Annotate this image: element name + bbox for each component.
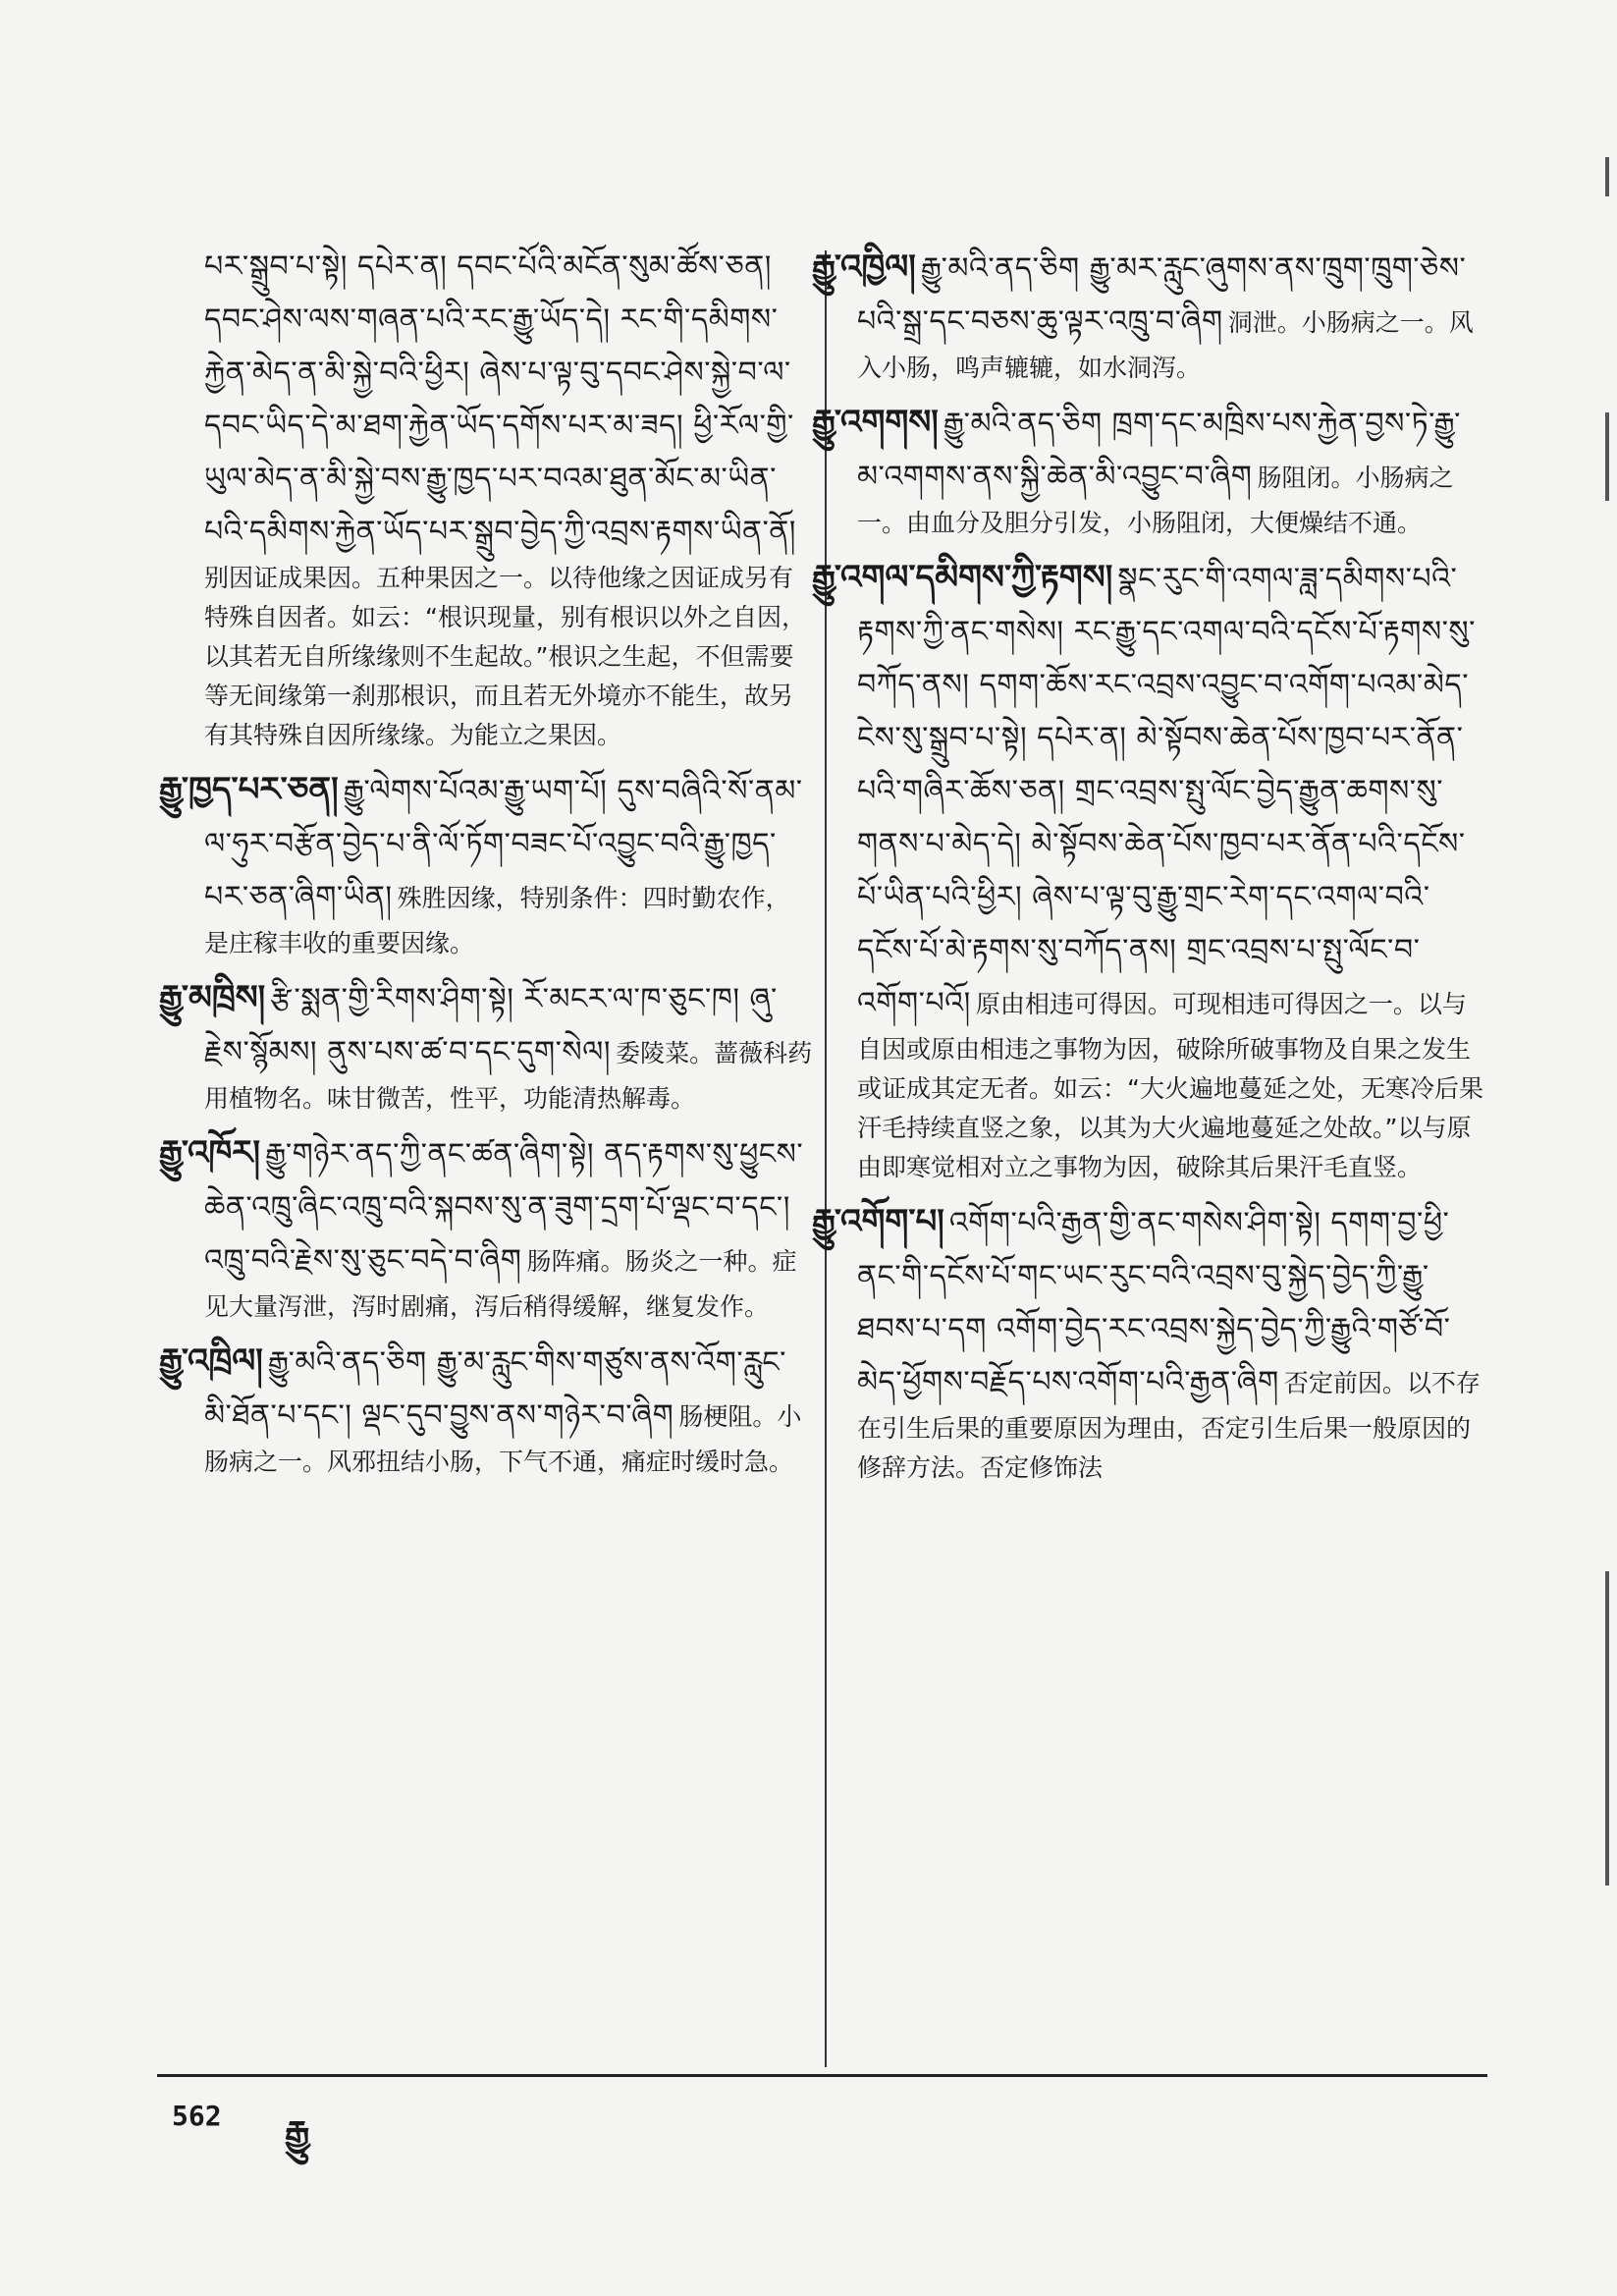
dictionary-entry: [204, 241, 813, 755]
entry-tibetan-definition: རྒྱུ་མའི་ནད་ཅིག རྒྱུ་མ་རླུང་གིས་གཙུས་ནས་འོག་རླུང་མི་ཐོན་པ་དང་། ལྡང་དུབ་བྱུས་ནས་གཉེར་བ་ཞིག: [204, 1345, 786, 1433]
entry-headword: རྒྱུ་འཁྲིལ།: [159, 1341, 263, 1381]
entry-tibetan-definition: རྒྱུ་ལེགས་པོའམ་རྒྱུ་ཡག་པོ། དུས་བཞིའི་སོ་ནམ་ལ་ཧུར་བརྩོན་བྱེད་པ་ནི་ལོ་ཏོག་བཟང་པོ་འབྱུང་བའི་རྒྱུ་ཁྱད་པར་ཅན་ཞིག་ཡིན།: [204, 774, 803, 914]
entry-headword: རྒྱུ་འགགས།: [812, 403, 939, 442]
dictionary-entry: [812, 396, 1485, 543]
entry-headword: རྒྱུ་འགོག་པ།: [812, 1202, 944, 1241]
left-column: [159, 241, 813, 1490]
dictionary-entry: [812, 551, 1485, 1187]
entry-tibetan-definition: སྣང་རུང་གི་འགལ་ཟླ་དམིགས་པའི་རྟགས་ཀྱི་ནང་གསེས། རང་རྒྱུ་དང་འགལ་བའི་དངོས་པོ་རྟགས་སུ་བཀོད་ནས། དགག་ཆོས་རང་འབྲས་འབྱུང་བ་འགོག་པའམ་མེད་ངེས་སུ་སྒྲུབ་པ་སྟེ། དཔེར་ན། མེ་སྟོབས་ཆེན་པོས་ཁྱབ་པར་ནོན་པའི་གཞིར་ཆོས་ཅན། གྲང་འབྲས་སྤུ་ལོང་བྱེད་རྒྱུན་ཆགས་སུ་གནས་པ་མེད་དེ། མེ་སྟོབས་ཆེན་པོས་ཁྱབ་པར་ནོན་པའི་དངོས་པོ་ཡིན་པའི་ཕྱིར། ཞེས་པ་ལྟ་བུ་རྒྱུ་གྲང་རེག་དང་འགལ་བའི་དངོས་པོ་མེ་རྟགས་སུ་བཀོད་ནས། གྲང་འབྲས་པ་སྤུ་ལོང་བ་འགོག་པའོ།: [857, 562, 1476, 1020]
running-head-letter: རྒྱུ: [285, 2113, 310, 2155]
entry-headword: རྒྱུ་འཁོར།: [159, 1133, 260, 1173]
entry-chinese-definition: 原由相违可得因。可现相违可得因之一。以与自因或原由相违之事物为因，破除所破事物及自果之发生或证成其定无者。如云：“大火遍地蔓延之处，无寒冷后果汗毛持续直竖之象，以其为大火遍地蔓延之处故。”以与原由即寒觉相对立之事物为因，破除其后果汗毛直竖。: [857, 990, 1483, 1181]
dictionary-entry: [159, 1335, 813, 1482]
entry-headword: རྒྱུ་ཁྱད་པར་ཅན།: [159, 770, 339, 809]
entry-chinese-definition: 洞泄。小肠病之一。风入小肠，鸣声辘辘，如水洞泻。: [857, 308, 1474, 382]
entry-chinese-definition: 委陵菜。蔷薇科药用植物名。味甘微苦，性平，功能清热解毒。: [204, 1039, 813, 1113]
entry-headword: རྒྱུ་མཁྲིས།: [159, 978, 266, 1017]
entry-tibetan-definition: འགོག་པའི་རྒྱན་གྱི་ནང་གསེས་ཤིག་སྟེ། དགག་བྱ་ཕྱི་ནང་གི་དངོས་པོ་གང་ཡང་རུང་བའི་འབྲས་བུ་སྐྱེད་བྱེད་ཀྱི་རྒྱུ་ཐབས་པ་དག འགོག་བྱེད་རང་འབྲས་སྐྱེད་བྱེད་ཀྱི་རྒྱུའི་གཙོ་བོ་མེད་ཕྱོགས་བརྗོད་པས་འགོག་པའི་རྒྱན་ཞིག: [857, 1206, 1451, 1399]
dictionary-entry: [159, 971, 813, 1119]
entry-headword: རྒྱུ་འཁྱིལ།: [812, 247, 916, 287]
entry-chinese-definition: 别因证成果因。五种果因之一。以待他缘之因证成另有特殊自因者。如云：“根识现量，别有根识以外之自因，以其若无自所缘缘则不生起故。”根识之生起，不但需要等无间缘第一刹那根识，而且若无外境亦不能生，故另有其特殊自因所缘缘。为能立之果因。: [204, 564, 806, 749]
entry-chinese-definition: 否定前因。以不存在引生后果的重要原因为理由，否定引生后果一般原因的修辞方法。否定修饰法: [857, 1369, 1481, 1482]
page-number: 562: [172, 2100, 222, 2132]
entry-tibetan-definition: རྩི་སྨན་གྱི་རིགས་ཤིག་སྟེ། རོ་མངར་ལ་ཁ་ཅུང་ཁ། ཞུ་རྗེས་སྙོམས། ནུས་པས་ཚ་བ་དང་དུག་སེལ།: [204, 982, 778, 1069]
entry-tibetan-definition: རྒྱུ་མའི་ནད་ཅིག རྒྱུ་མར་རླུང་ཞུགས་ནས་ཁྲུག་ཁྲུག་ཅེས་པའི་སྒྲ་དང་བཅས་ཆུ་ལྟར་འཁྲུ་བ་ཞིག: [857, 251, 1467, 339]
entry-chinese-definition: 肠阻闭。小肠病之一。由血分及胆分引发，小肠阻闭，大便燥结不通。: [857, 464, 1454, 537]
entry-headword: རྒྱུ་འགལ་དམིགས་ཀྱི་རྟགས།: [812, 558, 1113, 597]
right-column: [812, 241, 1485, 1496]
entry-tibetan-definition: རྒྱུ་མའི་ནད་ཅིག ཁྲག་དང་མཁྲིས་པས་རྐྱེན་བྱས་ཏེ་རྒྱུ་མ་འགགས་ནས་སྐྱི་ཆེན་མི་འབྱུང་བ་ཞིག: [857, 407, 1461, 494]
entry-chinese-definition: 肠梗阻。小肠病之一。风邪扭结小肠，下气不通，痛症时缓时急。: [204, 1402, 802, 1476]
column-divider: [825, 250, 827, 2067]
entry-tibetan-definition: པར་སྒྲུབ་པ་སྟེ། དཔེར་ན། དབང་པོའི་མངོན་སུམ་ཚོས་ཅན། དབང་ཤེས་ལས་གཞན་པའི་རང་རྒྱུ་ཡོད་དེ། རང་གི་དམིགས་རྐྱེན་མེད་ན་མི་སྐྱེ་བའི་ཕྱིར། ཞེས་པ་ལྟ་བུ་དབང་ཤེས་སྐྱེ་བ་ལ་དབང་ཡིད་དེ་མ་ཐག་རྐྱེན་ཡོད་དགོས་པར་མ་ཟད། ཕྱི་རོལ་གྱི་ཡུལ་མེད་ན་མི་སྐྱེ་བས་རྒྱུ་ཁྱད་པར་བའམ་ཐུན་མོང་མ་ཡིན་པའི་དམིགས་རྐྱེན་ཡོད་པར་སྒྲུབ་བྱེད་ཀྱི་འབྲས་རྟགས་ཡིན་ནོ།: [204, 249, 796, 549]
dictionary-entry: [812, 241, 1485, 388]
footer-rule: [157, 2074, 1487, 2077]
dictionary-entry: [159, 763, 813, 963]
entry-chinese-definition: 肠阵痛。肠炎之一种。症见大量泻泄，泻时剧痛，泻后稍得缓解，继复发作。: [204, 1247, 797, 1321]
dictionary-entry: [812, 1195, 1485, 1488]
scan-edge-marks: [1588, 0, 1617, 2296]
entry-tibetan-definition: རྒྱུ་གཉེར་ནད་ཀྱི་ནང་ཚན་ཞིག་སྟེ། ནད་རྟགས་སུ་ཕྱུངས་ཆེན་འཁྲུ་ཞིང་འཁྲུ་བའི་སྐབས་སུ་ན་ཟུག་དྲག་པོ་ལྡང་བ་དང་། འཁྲུ་བའི་རྗེས་སུ་ཅུང་བདེ་བ་ཞིག: [204, 1137, 804, 1278]
dictionary-entry: [159, 1126, 813, 1327]
entry-chinese-definition: 殊胜因缘，特别条件：四时勤农作，是庄稼丰收的重要因缘。: [204, 884, 790, 957]
